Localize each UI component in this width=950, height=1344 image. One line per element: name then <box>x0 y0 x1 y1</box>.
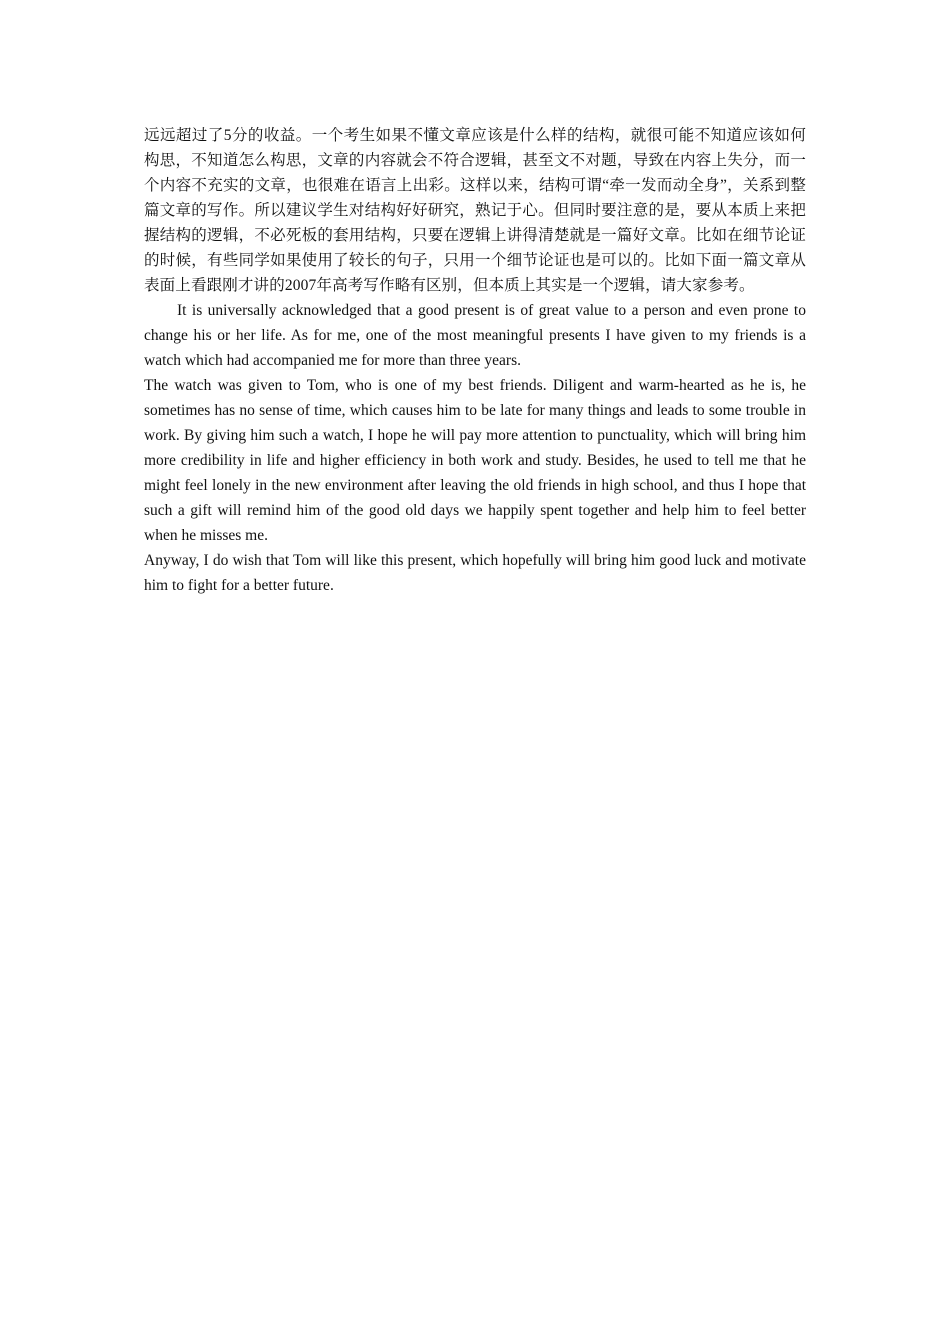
essay-paragraph-body: The watch was given to Tom, who is one of my best friends. Diligent and warm-hearted as he is, he sometimes has no sense of time, which causes him to be late for many things and leads to some trouble in work. By giving him such a watch, I hope he will pay more attention to punctuality, which will bring him more credibility in life and higher efficiency in both work and study. Besides, he used to tell me that he might feel lonely in the new environment after leaving the old friends in high school, and thus I hope that such a gift will remind him of the good old days we happily spent together and help him to feel better when he misses me. <box>144 377 806 544</box>
essay-paragraph-conclusion: Anyway, I do wish that Tom will like this present, which hopefully will bring him good luck and motivate him to fight for a better future. <box>144 552 806 594</box>
chinese-paragraph: 远远超过了5分的收益。一个考生如果不懂文章应该是什么样的结构，就很可能不知道应该如何构思，不知道怎么构思，文章的内容就会不符合逻辑，甚至文不对题，导致在内容上失分，而一个内容不充实的文章，也很难在语言上出彩。这样以来，结构可谓“牵一发而动全身”，关系到整篇文章的写作。所以建议学生对结构好好研究，熟记于心。但同时要注意的是，要从本质上来把握结构的逻辑，不必死板的套用结构，只要在逻辑上讲得清楚就是一篇好文章。比如在细节论证的时候，有些同学如果使用了较长的句子，只用一个细节论证也是可以的。比如下面一篇文章从表面上看跟刚才讲的2007年高考写作略有区别，但本质上其实是一个逻辑，请大家参考。 <box>144 127 806 294</box>
document-body <box>144 123 806 598</box>
essay-paragraph-intro: It is universally acknowledged that a good present is of great value to a person and even prone to change his or her life. As for me, one of the most meaningful presents I have given to my friends is a watch which had accompanied me for more than three years. <box>144 302 806 369</box>
